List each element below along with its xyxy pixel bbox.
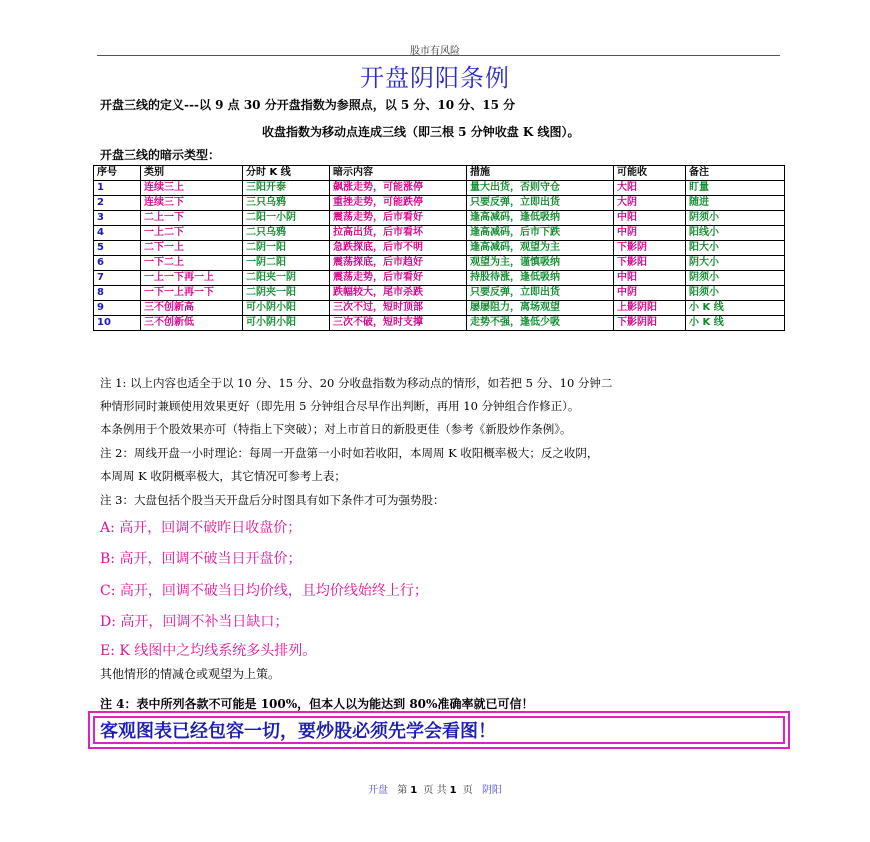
- table-cell: 二阴一阳: [243, 241, 330, 256]
- table-cell: 阳须小: [686, 286, 785, 301]
- table-cell: 阴大小: [686, 256, 785, 271]
- footer-page-prefix: 第: [397, 785, 408, 796]
- table-cell: 8: [94, 286, 141, 301]
- table-row: [94, 286, 785, 301]
- table-cell: 7: [94, 271, 141, 286]
- table-cell: 阳大小: [686, 241, 785, 256]
- condition-c: C: 高开，回调不破当日均价线，且均价线始终上行；: [100, 583, 428, 599]
- table-cell: 震荡走势，后市看好: [330, 271, 467, 286]
- table-row: [94, 211, 785, 226]
- definition-line-2: 收盘指数为移动点连成三线（即三根 5 分钟收盘 K 线图）。: [262, 125, 580, 139]
- note-1-line-a: 注 1: 以上内容也适全于以 10 分、15 分、20 分收盘指数为移动点的情形，如若把 5 分、10 分钟二: [100, 376, 613, 390]
- header-cell: 备注: [686, 166, 785, 181]
- header-cell: 可能收: [614, 166, 686, 181]
- table-row: [94, 301, 785, 316]
- table-cell: 只要反弹，立即出货: [467, 286, 614, 301]
- table-cell: 三只乌鸦: [243, 196, 330, 211]
- table-cell: 逢高减码，后市下跌: [467, 226, 614, 241]
- table-cell: 可小阴小阳: [243, 301, 330, 316]
- table-row: [94, 316, 785, 331]
- table-cell: 下影阴阳: [614, 316, 686, 331]
- table-cell: 跌幅较大，尾市杀跌: [330, 286, 467, 301]
- table-cell: 5: [94, 241, 141, 256]
- table-cell: 中阳: [614, 271, 686, 286]
- table-row: [94, 256, 785, 271]
- page-footer: [0, 781, 870, 796]
- note-4: 注 4：表中所列各款不可能是 100%，但本人以为能达到 80%准确率就已可信！: [100, 697, 534, 711]
- table-cell: 震荡探底，后市趋好: [330, 256, 467, 271]
- table-cell: 可小阴小阳: [243, 316, 330, 331]
- table-cell: 3: [94, 211, 141, 226]
- table-cell: 中阴: [614, 226, 686, 241]
- table-cell: 二下一上: [141, 241, 243, 256]
- table-cell: 一下二上: [141, 256, 243, 271]
- table-cell: 连续三上: [141, 181, 243, 196]
- table-cell: 阳线小: [686, 226, 785, 241]
- table-cell: 中阴: [614, 286, 686, 301]
- table-cell: 二只乌鸦: [243, 226, 330, 241]
- table-cell: 三次不过，短时顶部: [330, 301, 467, 316]
- table-header-row: [94, 166, 785, 181]
- table-cell: 三次不破，短时支撑: [330, 316, 467, 331]
- types-heading: 开盘三线的暗示类型：: [100, 148, 221, 162]
- table-cell: 2: [94, 196, 141, 211]
- table-cell: 下影阴: [614, 241, 686, 256]
- table-cell: 小 K 线: [686, 316, 785, 331]
- footer-page-number: 1: [410, 785, 418, 796]
- condition-b: B: 高开，回调不破当日开盘价；: [100, 551, 302, 567]
- note-2-line-a: 注 2：周线开盘一小时理论：每周一开盘第一小时如若收阳，本周周 K 收阳概率极大；反之收阴，: [100, 446, 599, 460]
- condition-e: E: K 线图中之均线系统多头排列。: [100, 643, 317, 659]
- header-cell: 类别: [141, 166, 243, 181]
- footer-page-mid: 页 共: [423, 785, 447, 796]
- table-cell: 阴须小: [686, 211, 785, 226]
- table-cell: 1: [94, 181, 141, 196]
- table-cell: 震荡走势，后市看好: [330, 211, 467, 226]
- table-cell: 三不创新低: [141, 316, 243, 331]
- footer-page-total: 1: [449, 785, 457, 796]
- condition-d: D: 高开，回调不补当日缺口；: [100, 614, 289, 630]
- table-cell: 上影阴阳: [614, 301, 686, 316]
- table-cell: 10: [94, 316, 141, 331]
- table-row: [94, 241, 785, 256]
- table-cell: 拉高出货，后市看坏: [330, 226, 467, 241]
- table-cell: 屡屡阻力，离场观望: [467, 301, 614, 316]
- page-header: 股市有风险: [410, 46, 460, 57]
- table-row: [94, 226, 785, 241]
- table-cell: 量大出货，否则守仓: [467, 181, 614, 196]
- footer-page-suffix: 页: [462, 785, 473, 796]
- header-cell: 措施: [467, 166, 614, 181]
- table-cell: 一阴二阳: [243, 256, 330, 271]
- table-cell: 一下一上再一下: [141, 286, 243, 301]
- table-cell: 走势不强，逢低少吸: [467, 316, 614, 331]
- table-cell: 盯量: [686, 181, 785, 196]
- header-cell: 分时 K 线: [243, 166, 330, 181]
- table-cell: 重挫走势，可能跌停: [330, 196, 467, 211]
- other-situations-text: 其他情形的情减仓或观望为上策。: [100, 667, 281, 681]
- table-cell: 三阳开泰: [243, 181, 330, 196]
- table-cell: 二阴夹一阳: [243, 286, 330, 301]
- table-cell: 逢高减码，逢低吸纳: [467, 211, 614, 226]
- table-row: [94, 181, 785, 196]
- table-cell: 二上一下: [141, 211, 243, 226]
- header-divider: [97, 55, 780, 56]
- table-cell: 大阴: [614, 196, 686, 211]
- table-cell: 大阳: [614, 181, 686, 196]
- table-cell: 二阳夹一阴: [243, 271, 330, 286]
- table-cell: 急跌探底，后市不明: [330, 241, 467, 256]
- note-1-line-c: 本条例用于个股效果亦可（特指上下突破）；对上市首日的新股更佳（参考《新股炒作条例》。: [100, 422, 572, 436]
- banner-box: [88, 711, 790, 749]
- condition-a: A: 高开，回调不破昨日收盘价；: [100, 520, 302, 536]
- table-cell: 4: [94, 226, 141, 241]
- note-1-line-b: 种情形同时兼顾使用效果更好（即先用 5 分钟组合尽早作出判断，再用 10 分钟组合作修正）。: [100, 399, 580, 413]
- table-cell: 6: [94, 256, 141, 271]
- note-3: 注 3：大盘包括个股当天开盘后分时图具有如下条件才可为强势股：: [100, 493, 445, 507]
- table-cell: 一上二下: [141, 226, 243, 241]
- header-cell: 序号: [94, 166, 141, 181]
- definition-line-1: 开盘三线的定义---以 9 点 30 分开盘指数为参照点，以 5 分、10 分、15 分: [100, 98, 516, 112]
- signals-table: [93, 165, 785, 331]
- table-cell: 中阳: [614, 211, 686, 226]
- table-cell: 二阳一小阴: [243, 211, 330, 226]
- table-cell: 连续三下: [141, 196, 243, 211]
- table-cell: 持股待涨，逢低吸纳: [467, 271, 614, 286]
- table-cell: 观望为主，谨慎吸纳: [467, 256, 614, 271]
- document-title: 开盘阴阳条例: [360, 64, 510, 92]
- table-cell: 飙涨走势，可能涨停: [330, 181, 467, 196]
- footer-right-link[interactable]: 阴阳: [481, 785, 502, 796]
- table-cell: 一上一下再一上: [141, 271, 243, 286]
- table-cell: 阴须小: [686, 271, 785, 286]
- note-2-line-b: 本周周 K 收阴概率极大，其它情况可参考上表；: [100, 469, 346, 483]
- table-cell: 逢高减码，观望为主: [467, 241, 614, 256]
- footer-left-link[interactable]: 开盘: [368, 785, 389, 796]
- table-row: [94, 271, 785, 286]
- banner-text: 客观图表已经包容一切，要炒股必须先学会看图！: [100, 721, 496, 742]
- table-cell: 9: [94, 301, 141, 316]
- table-cell: 小 K 线: [686, 301, 785, 316]
- table-cell: 下影阳: [614, 256, 686, 271]
- header-cell: 暗示内容: [330, 166, 467, 181]
- table-cell: 三不创新高: [141, 301, 243, 316]
- table-cell: 只要反弹，立即出货: [467, 196, 614, 211]
- table-row: [94, 196, 785, 211]
- table-cell: 随进: [686, 196, 785, 211]
